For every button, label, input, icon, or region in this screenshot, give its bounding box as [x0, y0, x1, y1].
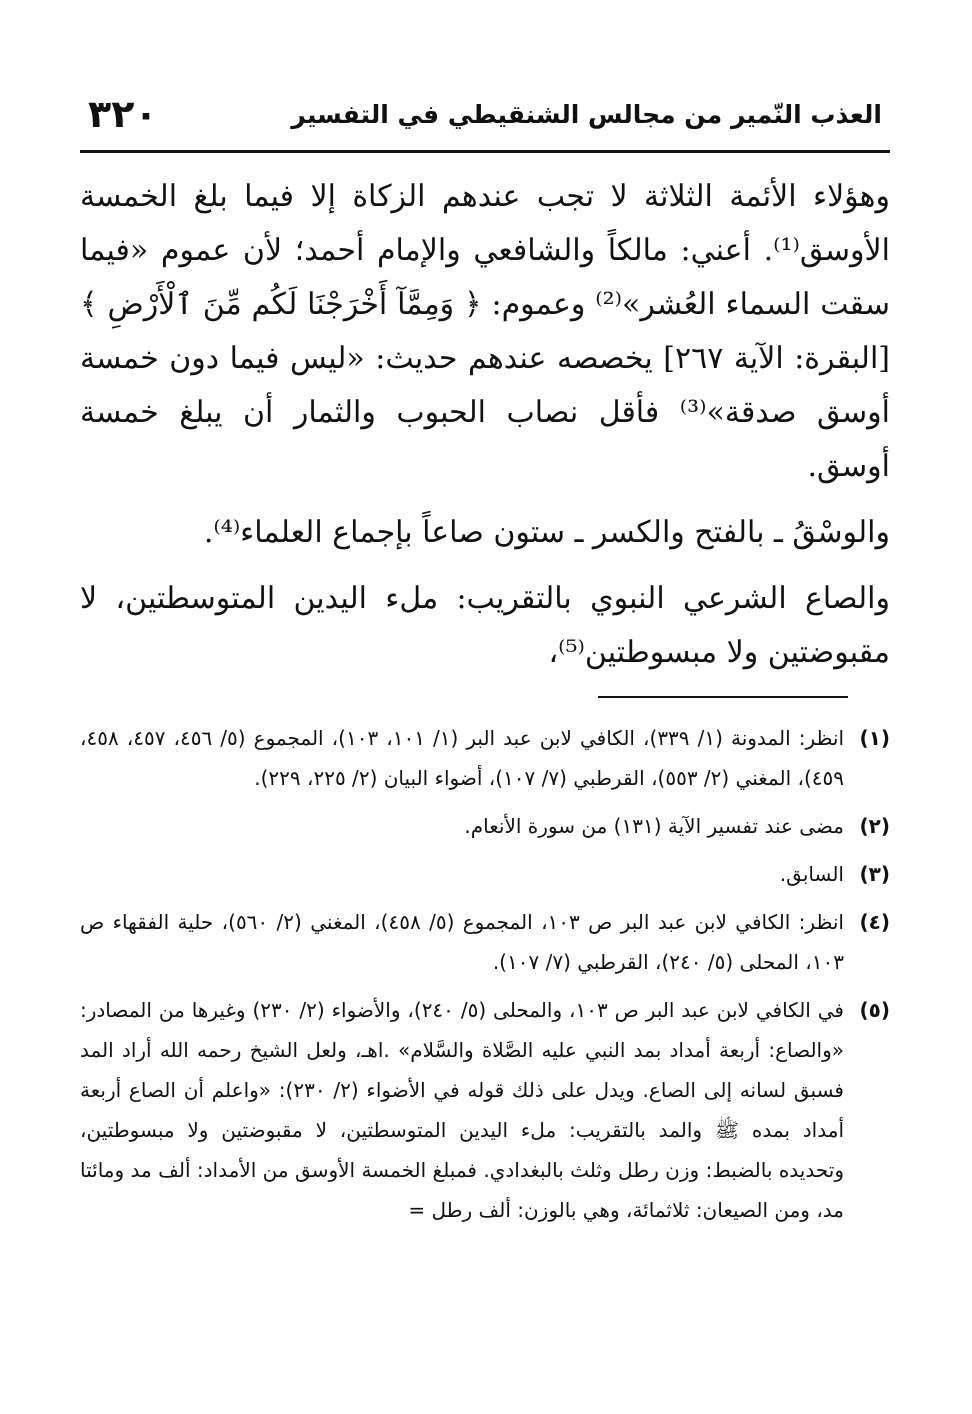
footnote-number: (١) — [859, 726, 890, 750]
footnote — [80, 718, 890, 798]
footnote — [80, 854, 890, 894]
footnote-separator — [598, 696, 848, 698]
footnote-text: السابق. — [779, 862, 844, 886]
page-number: ٣٢٠ — [88, 92, 158, 136]
footnote-text: مضى عند تفسير الآية (١٣١) من سورة الأنعام. — [464, 814, 844, 838]
footnote-text: في الكافي لابن عبد البر ص ١٠٣، والمحلى (٥/ ٢٤٠)، والأضواء (٢/ ٢٣٠) وغيرها من المصادر: «والصاع: أربعة أمداد بمد النبي عليه الصَّلاة والسَّلام» .اهـ، ولعل الشيخ رحمه الله أراد المد فسبق لسانه إلى الصاع. ويدل على ذلك قوله في الأضواء (٢/ ٢٣٠): «واعلم أن الصاع أربعة أمداد بمده ﷺ والمد بالتقريب: ملء اليدين المتوسطتين، لا مقبوضتين ولا مبسوطتين، وتحديده بالضبط: وزن رطل وثلث بالبغدادي. فمبلغ الخمسة الأوسق من الأمداد: ألف مد ومائتا مد، ومن الصيعان: ثلاثمائة، وهي بالوزن: ألف رطل = — [80, 998, 844, 1222]
paragraph: والصاع الشرعي النبوي بالتقريب: ملء اليدين المتوسطتين، لا مقبوضتين ولا مبسوطتين⁽⁵⁾، — [80, 581, 890, 670]
footnote-number: (٣) — [859, 862, 890, 886]
footnote — [80, 902, 890, 982]
running-title: العذب النّمير من مجالس الشنقيطي في التفسير — [291, 100, 882, 129]
footnote-number: (٥) — [859, 998, 890, 1022]
footnote-text: انظر: الكافي لابن عبد البر ص ١٠٣، المجموع (٥/ ٤٥٨)، المغني (٢/ ٥٦٠)، حلية الفقهاء ص ١٠٣، المحلى (٥/ ٢٤٠)، القرطبي (٧/ ١٠٧). — [80, 910, 844, 974]
footnotes — [80, 718, 890, 1238]
main-text — [80, 170, 890, 680]
footnote-number: (٤) — [859, 910, 890, 934]
paragraph: وهؤلاء الأئمة الثلاثة لا تجب عندهم الزكاة إلا فيما بلغ الخمسة الأوسق⁽¹⁾. أعني: مالكاً والشافعي والإمام أحمد؛ لأن عموم «فيما سقت السماء العُشر»⁽²⁾ وعموم: ﴿ وَمِمَّآ أَخْرَجْنَا لَكُم مِّنَ ٱلْأَرْضِ ﴾ [البقرة: الآية ٢٦٧] يخصصه عندهم حديث: «ليس فيما دون خمسة أوسق صدقة»⁽³⁾ فأقل نصاب الحبوب والثمار أن يبلغ خمسة أوسق. — [80, 179, 890, 484]
footnote — [80, 806, 890, 846]
paragraph: والوسْقُ ـ بالفتح والكسر ـ ستون صاعاً بإجماع العلماء⁽⁴⁾. — [203, 515, 890, 550]
footnote-number: (٢) — [859, 814, 890, 838]
footnote-text: انظر: المدونة (١/ ٣٣٩)، الكافي لابن عبد البر (١/ ١٠١، ١٠٣)، المجموع (٥/ ٤٥٦، ٤٥٧، ٤٥٨، ٤٥٩)، المغني (٢/ ٥٥٣)، القرطبي (٧/ ١٠٧)، أضواء البيان (٢/ ٢٢٥، ٢٢٩). — [80, 726, 845, 790]
footnote — [80, 990, 890, 1230]
page-header — [80, 92, 890, 153]
